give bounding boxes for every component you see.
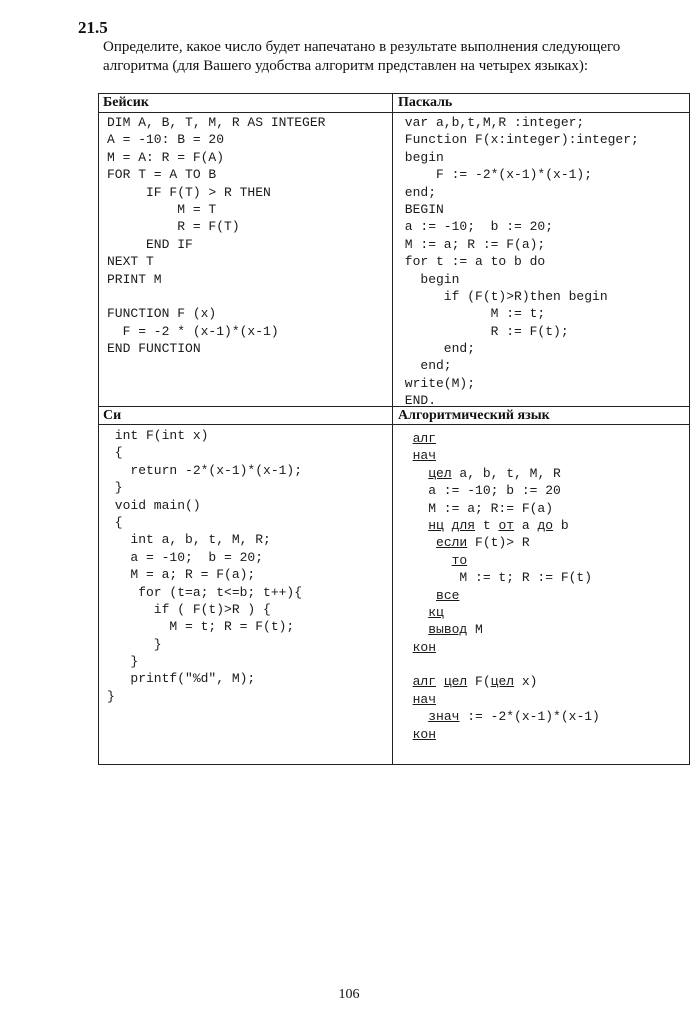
- code-line: printf("%d", M);: [107, 671, 256, 687]
- code-text: [397, 605, 428, 620]
- code-text: F(: [467, 674, 491, 690]
- code-line: end;: [397, 358, 452, 374]
- code-line: }: [107, 654, 139, 670]
- code-line: }: [107, 636, 162, 652]
- code-line: END IF: [107, 236, 193, 252]
- code-keyword: кц: [428, 604, 444, 620]
- code-text: [397, 431, 413, 446]
- code-text: M := t; R := F(t): [397, 570, 593, 586]
- code-line: FUNCTION F (x): [107, 306, 217, 322]
- c-header: Си: [103, 408, 122, 423]
- code-line: [397, 552, 600, 569]
- code-line: }: [107, 688, 115, 704]
- code-line: int a, b, t, M, R;: [107, 532, 271, 548]
- code-text: t: [475, 517, 499, 533]
- code-line: [397, 500, 600, 517]
- problem-statement: [103, 38, 688, 76]
- code-keyword: цел: [443, 674, 468, 690]
- code-text: a: [514, 517, 538, 533]
- code-keyword: кон: [412, 639, 437, 655]
- code-line: return -2*(x-1)*(x-1);: [107, 462, 303, 478]
- code-line: Function F(x:integer):integer;: [397, 132, 639, 148]
- code-text: [436, 674, 444, 689]
- code-keyword: вывод: [428, 622, 468, 638]
- code-line: end;: [397, 341, 476, 357]
- code-text: [397, 622, 428, 637]
- basic-header: Бейсик: [103, 95, 149, 110]
- page-number: 106: [338, 987, 360, 1002]
- code-line: begin: [397, 149, 444, 165]
- statement-line-2: алгоритма (для Вашего удобства алгоритм представлен на четырех языках):: [103, 58, 589, 74]
- code-text: [397, 553, 452, 568]
- code-text: F(t)> R: [467, 535, 530, 551]
- code-line: M = T: [107, 201, 217, 217]
- code-text: [397, 709, 428, 724]
- code-text: [397, 518, 428, 533]
- code-line: [397, 673, 600, 690]
- code-keyword: для: [451, 517, 476, 533]
- code-text: := -2*(x-1)*(x-1): [459, 709, 600, 725]
- code-line: PRINT M: [107, 271, 162, 287]
- code-line: M = t; R = F(t);: [107, 619, 295, 635]
- code-line: END FUNCTION: [107, 341, 201, 357]
- code-text: b: [553, 517, 569, 533]
- code-text: [397, 692, 413, 707]
- code-keyword: цел: [428, 465, 452, 481]
- code-text: a, b, t, M, R: [451, 465, 561, 481]
- code-text: x): [514, 674, 538, 690]
- code-line: a = -10; b = 20;: [107, 549, 264, 565]
- code-keyword: нач: [412, 448, 437, 464]
- code-line: END.: [397, 393, 437, 409]
- code-text: [397, 640, 413, 655]
- code-line: R = F(T): [107, 219, 240, 235]
- code-text: [444, 518, 452, 533]
- code-line: NEXT T: [107, 254, 154, 270]
- code-line: DIM A, B, T, M, R AS INTEGER: [107, 115, 326, 130]
- pascal-code: [397, 114, 639, 410]
- code-text: [397, 535, 436, 550]
- code-keyword: алг: [412, 431, 437, 446]
- problem-number: 21.5: [78, 18, 108, 37]
- column-divider: [392, 94, 393, 764]
- statement-line-1: Определите, какое число будет напечатано в результате выполнения следующего: [103, 39, 621, 55]
- code-line: int F(int x): [107, 428, 209, 443]
- header-divider-bottom: [99, 424, 689, 425]
- code-keyword: нач: [412, 691, 437, 707]
- code-line: begin: [397, 271, 460, 287]
- code-line: [397, 447, 600, 464]
- code-keyword: от: [498, 517, 515, 533]
- code-text: M := a; R:= F(a): [397, 500, 554, 516]
- code-line: [397, 621, 600, 638]
- code-line: M := a; R := F(a);: [397, 236, 546, 252]
- code-keyword: то: [451, 552, 468, 568]
- code-line: {: [107, 445, 123, 461]
- code-keyword: цел: [490, 674, 515, 690]
- code-line: M := t;: [397, 306, 546, 322]
- code-line: if ( F(t)>R ) {: [107, 601, 271, 617]
- code-line: A = -10: B = 20: [107, 132, 225, 148]
- code-keyword: знач: [428, 709, 460, 725]
- code-line: }: [107, 480, 123, 496]
- code-line: if (F(t)>R)then begin: [397, 288, 608, 304]
- code-line: {: [107, 514, 123, 530]
- code-keyword: все: [436, 587, 460, 603]
- code-keyword: нц: [428, 517, 444, 533]
- code-text: [397, 466, 428, 481]
- code-keyword: кон: [412, 726, 437, 742]
- pascal-header: Паскаль: [398, 95, 453, 110]
- code-text: [397, 588, 436, 603]
- code-line: for (t=a; t<=b; t++){: [107, 584, 303, 600]
- code-line: IF F(T) > R THEN: [107, 184, 271, 200]
- code-line: [397, 726, 600, 743]
- code-line: [397, 587, 600, 604]
- code-keyword: до: [537, 517, 554, 533]
- code-line: [397, 656, 600, 673]
- code-line: F = -2 * (x-1)*(x-1): [107, 323, 279, 339]
- code-line: write(M);: [397, 375, 476, 391]
- code-line: [397, 465, 600, 482]
- code-text: M: [467, 622, 483, 638]
- code-text: [397, 727, 413, 742]
- code-text: [397, 448, 413, 463]
- code-line: [107, 288, 325, 305]
- code-line: M = A: R = F(A): [107, 149, 225, 165]
- code-keyword: алг: [412, 674, 437, 690]
- code-line: [397, 691, 600, 708]
- code-line: var a,b,t,M,R :integer;: [397, 115, 585, 130]
- c-code: [107, 427, 302, 705]
- code-line: [397, 517, 600, 534]
- algo-code: [397, 430, 600, 743]
- code-line: BEGIN: [397, 201, 444, 217]
- code-line: FOR T = A TO B: [107, 167, 217, 183]
- code-line: F := -2*(x-1)*(x-1);: [397, 167, 593, 183]
- code-line: [397, 708, 600, 725]
- code-line: end;: [397, 184, 437, 200]
- code-text: a := -10; b := 20: [397, 483, 561, 499]
- code-line: [397, 569, 600, 586]
- code-line: [397, 482, 600, 499]
- code-line: M = a; R = F(a);: [107, 567, 256, 583]
- header-divider-top: [99, 112, 689, 113]
- code-line: [397, 534, 600, 551]
- code-text: [397, 674, 413, 689]
- code-line: [397, 430, 600, 447]
- code-line: for t := a to b do: [397, 254, 546, 270]
- code-line: R := F(t);: [397, 323, 569, 339]
- basic-code: [107, 114, 325, 357]
- code-table: [98, 93, 690, 765]
- algo-header: Алгоритмический язык: [398, 408, 550, 423]
- code-line: a := -10; b := 20;: [397, 219, 554, 235]
- code-line: void main(): [107, 497, 201, 513]
- code-line: [397, 604, 600, 621]
- code-keyword: если: [436, 535, 468, 551]
- code-line: [397, 639, 600, 656]
